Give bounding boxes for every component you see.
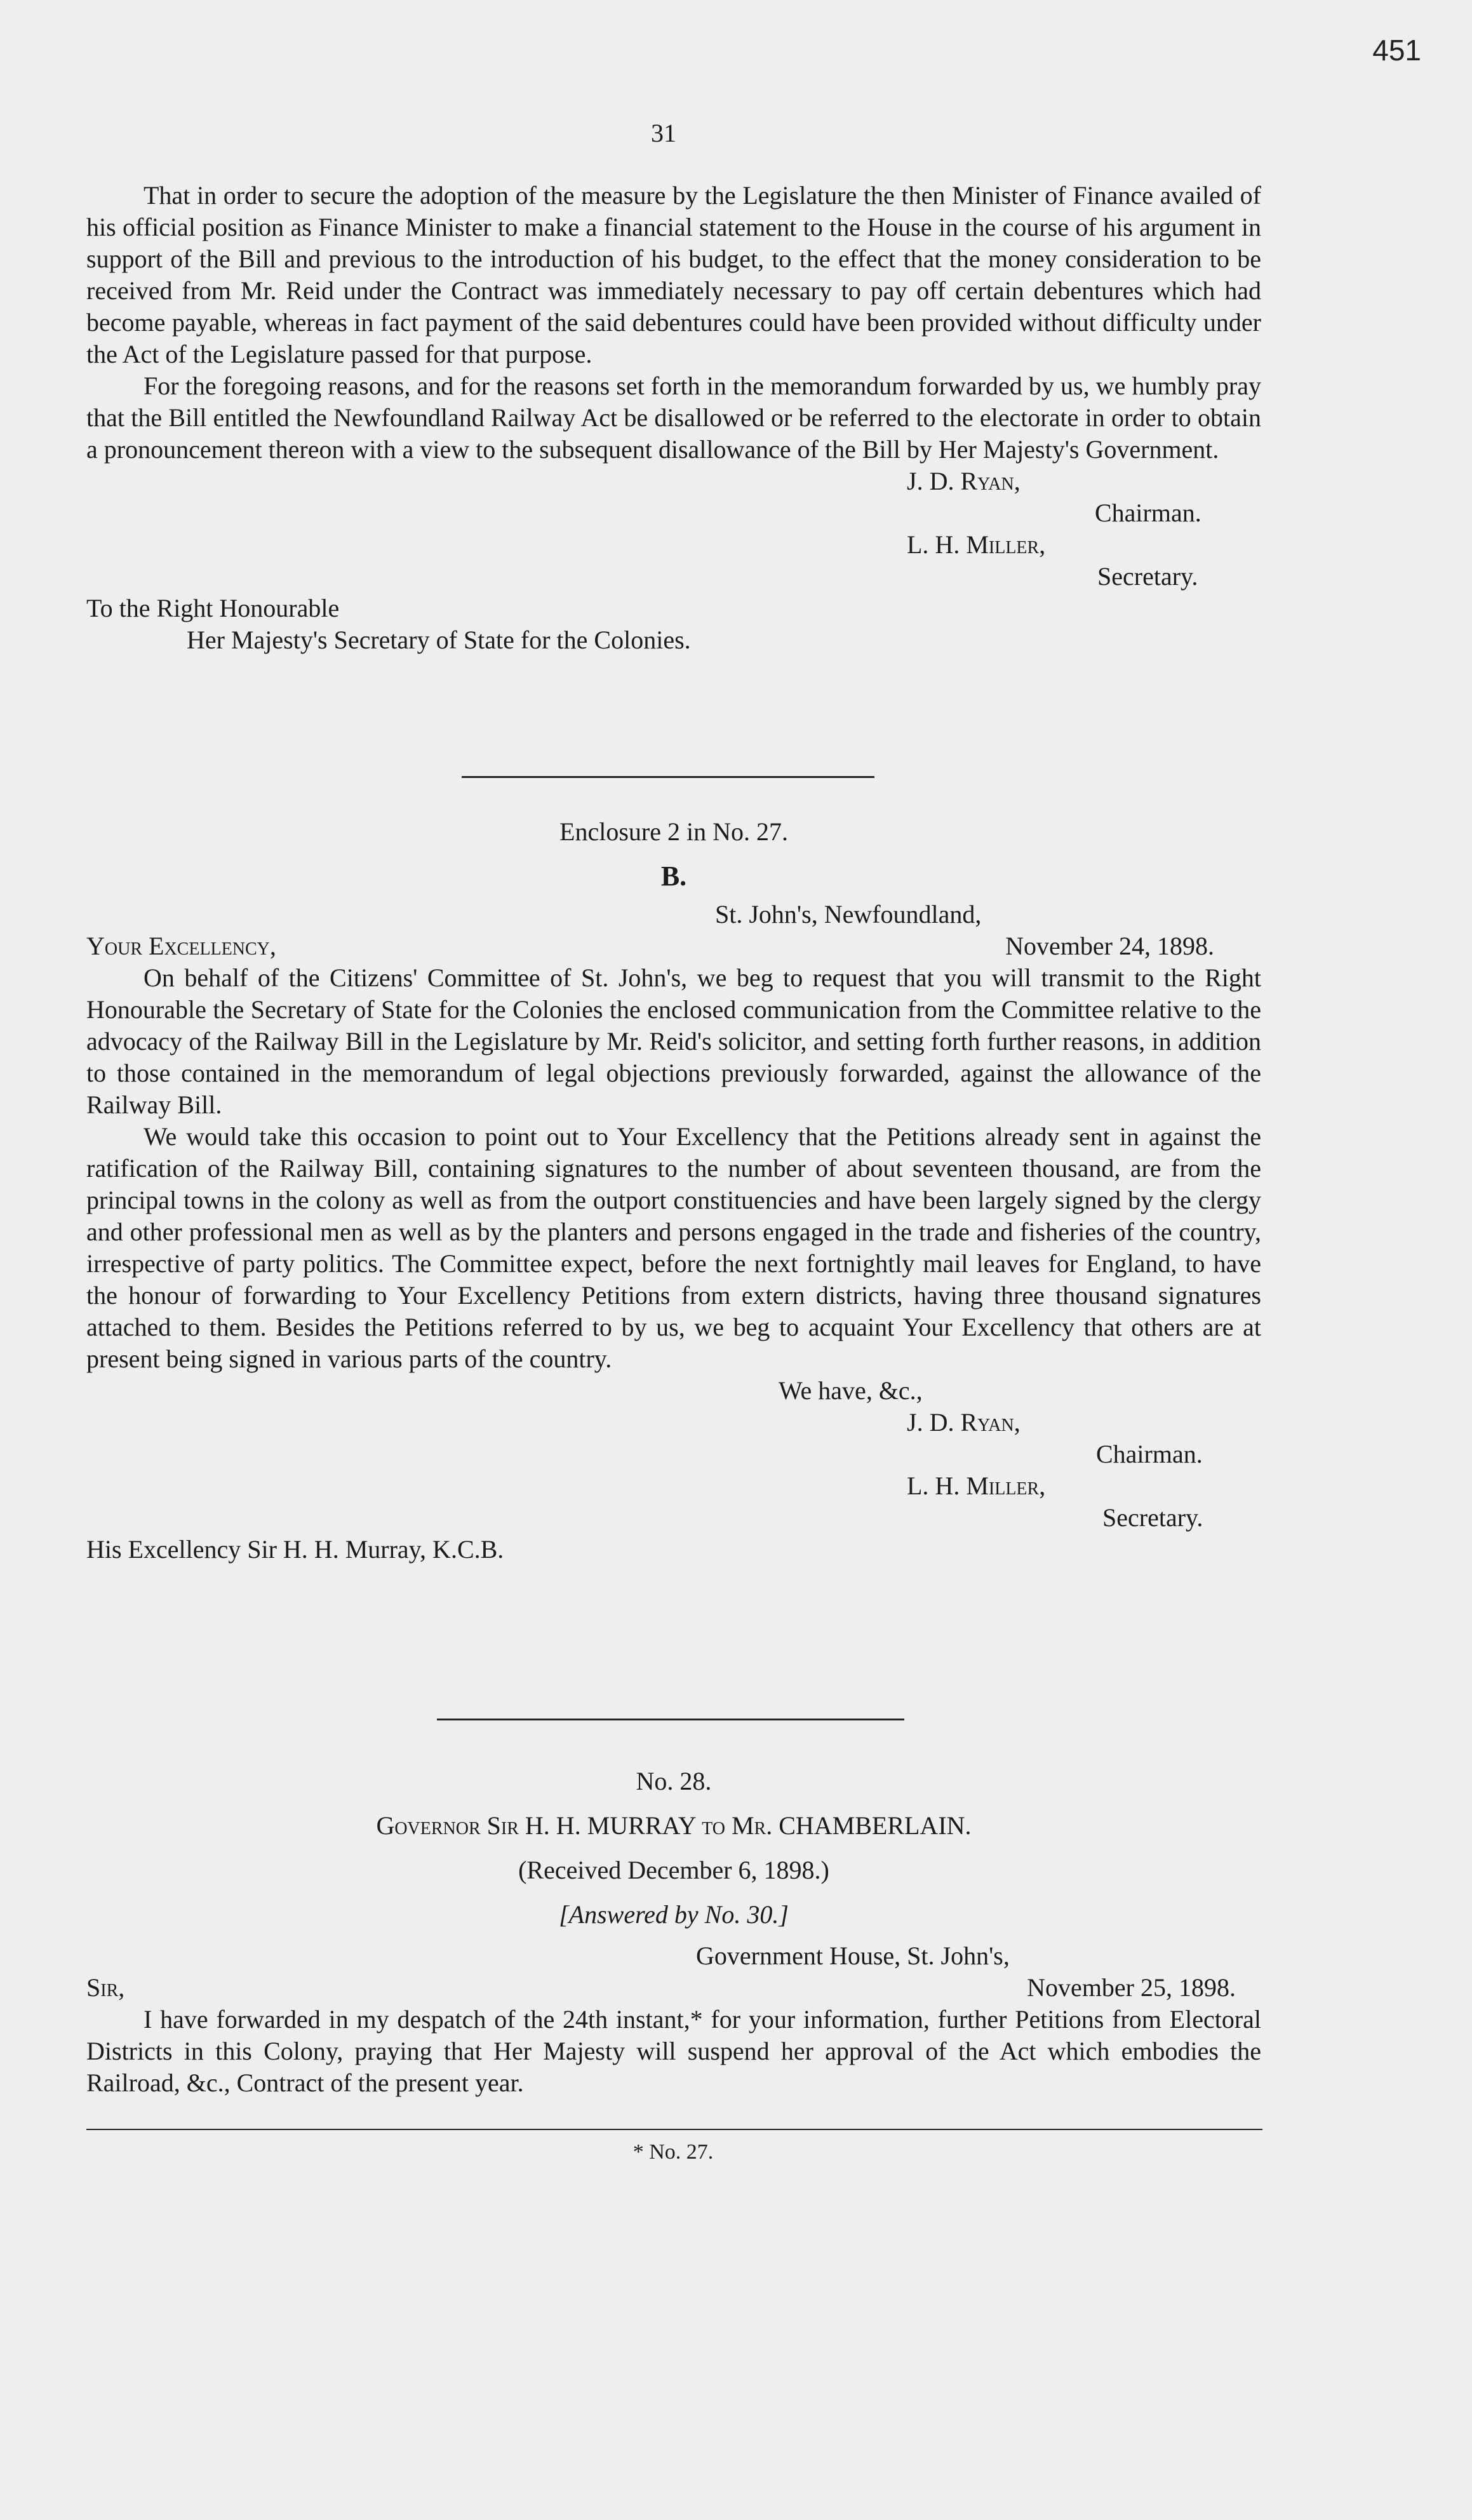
signature-ryan — [86, 1407, 1261, 1438]
received-line: (Received December 6, 1898.) — [518, 1856, 829, 1884]
signer-name: J. D. Ryan, — [907, 1408, 1020, 1437]
addressee-line-2: Her Majesty's Secretary of State for the Colonies. — [187, 626, 691, 654]
section-despatch-28 — [86, 1762, 1261, 2099]
signer-title: Chairman. — [1095, 499, 1201, 527]
letter-date: November 25, 1898. — [1027, 1973, 1236, 2002]
place-line: Government House, St. John's, — [696, 1941, 1010, 1970]
signer-title: Chairman. — [1096, 1440, 1203, 1468]
despatch-number: No. 28. — [636, 1767, 712, 1795]
salutation: Your Excellency, — [86, 932, 276, 960]
signer-name: J. D. Ryan, — [907, 467, 1020, 495]
despatch-heading: Governor Sir H. H. MURRAY to Mr. CHAMBERLAIN. — [376, 1811, 972, 1840]
divider-rule — [437, 1719, 904, 1720]
salutation: Sir, — [86, 1973, 125, 2002]
signer-title: Secretary. — [1097, 562, 1198, 591]
letter-mark: B. — [660, 861, 687, 892]
page-number-inner: 31 — [651, 119, 676, 147]
signer-name: L. H. Miller, — [907, 1471, 1046, 1500]
page-number-top: 451 — [1372, 34, 1421, 67]
closing: We have, &c., — [779, 1376, 923, 1405]
footnote-rule — [86, 2129, 1262, 2130]
signature-miller-title — [86, 561, 1261, 593]
salutation-date-row — [86, 1972, 1261, 2004]
signature-miller — [86, 1470, 1261, 1502]
addressee-line-1: To the Right Honourable — [86, 594, 340, 622]
salutation-date-row — [86, 930, 1261, 962]
signature-ryan — [86, 466, 1261, 497]
addressee: His Excellency Sir H. H. Murray, K.C.B. — [86, 1535, 504, 1564]
signature-miller — [86, 529, 1261, 561]
letter-date: November 24, 1898. — [1005, 932, 1214, 960]
paragraph-forwarded: I have forwarded in my despatch of the 24th instant,* for your information, further Petitions from Electoral Districts in this Colony, praying that Her Majesty will suspend her approval of the Act which embodies the Railroad, &c., Contract of the present year. — [86, 2005, 1261, 2097]
paragraph-prayer: For the foregoing reasons, and for the reasons set forth in the memorandum forwarded by us, we humbly pray that the Bill entitled the Newfoundland Railway Act be disallowed or be referred to the electorate in order to obtain a pronouncement thereon with a view to the subsequent disallowance of the Bill by Her Majesty's Government. — [86, 372, 1261, 464]
signature-ryan-title — [86, 497, 1261, 529]
paragraph-request: On behalf of the Citizens' Committee of St. John's, we beg to request that you will transmit to the Right Honourable the Secretary of State for the Colonies the enclosed communication from the Committee relative to the advocacy of the Railway Bill in the Legislature by Mr. Reid's solicitor, and setting forth further reasons, in addition to those contained in the memorandum of legal objections previously forwarded, against the allowance of the Railway Bill. — [86, 963, 1261, 1119]
footnote: * No. 27. — [632, 2140, 714, 2164]
signature-miller-title — [86, 1502, 1261, 1534]
signer-name: L. H. Miller, — [907, 530, 1046, 559]
place-line: St. John's, Newfoundland, — [715, 900, 982, 928]
answered-line: [Answered by No. 30.] — [559, 1900, 789, 1929]
section-petition-conclusion — [86, 180, 1261, 656]
section-enclosure — [86, 816, 1261, 1565]
signature-ryan-title — [86, 1438, 1261, 1470]
divider-rule — [462, 776, 874, 778]
paragraph-finance-minister: That in order to secure the adoption of the measure by the Legislature the then Minister of Finance availed of his official position as Finance Minister to make a financial statement to the House in the course of his argument in support of the Bill and previous to the introduction of his budget, to the effect that the money consideration to be received from Mr. Reid under the Contract was immediately necessary to pay off certain debentures which had become payable, whereas in fact payment of the said debentures could have been provided without difficulty under the Act of the Legislature passed for that purpose. — [86, 181, 1261, 368]
signer-title: Secretary. — [1102, 1503, 1203, 1532]
enclosure-title: Enclosure 2 in No. 27. — [559, 817, 788, 846]
paragraph-petitions: We would take this occasion to point out to Your Excellency that the Petitions already sent in against the ratification of the Railway Bill, containing signatures to the number of about seventeen thousand, are from the principal towns in the colony as well as from the outport constituencies and have been largely signed by the clergy and other professional men as well as by the planters and persons engaged in the trade and fisheries of the country, irrespective of party politics. The Committee expect, before the next fortnightly mail leaves for England, to have the honour of forwarding to Your Excellency Petitions from extern districts, having three thousand signatures attached to them. Besides the Petitions referred to by us, we beg to acquaint Your Excellency that others are at present being signed in various parts of the country. — [86, 1122, 1261, 1373]
addressee — [86, 593, 1261, 656]
